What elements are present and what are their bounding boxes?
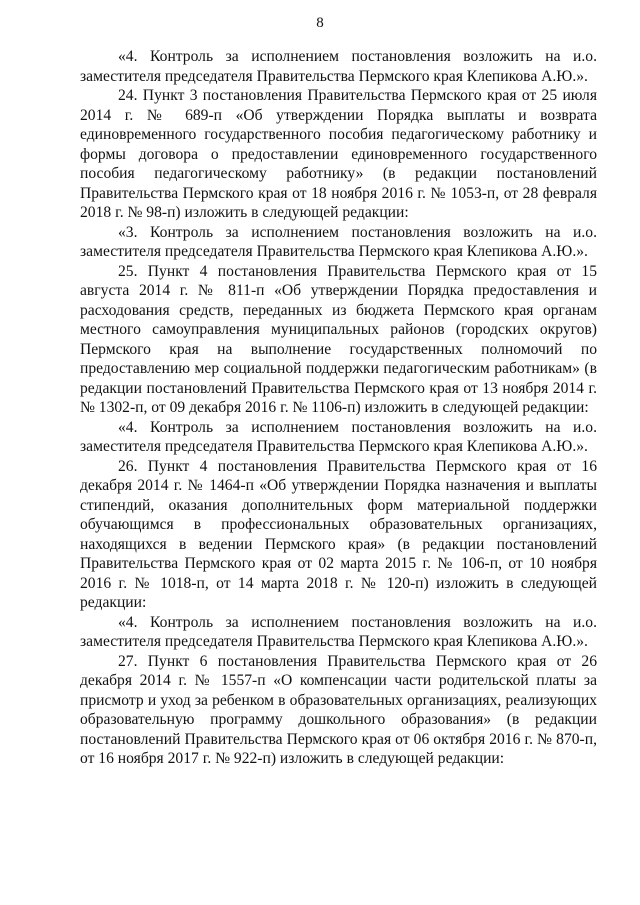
paragraph-item-26: 26. Пункт 4 постановления Правительства Пермского края от 16 декабря 2014 г. № 1464-п «Об утверждении Порядка назначения и выплаты стипендий, оказания дополнительных форм материальной поддержки обучающимся в профессиональных образовательных организациях, находящихся в ведении Пермского края» (в редакции постановлений Правительства Пермского края от 02 марта 2015 г. № 106-п, от 10 ноября 2016 г. № 1018-п, от 14 марта 2018 г. № 120-п) изложить в следующей редакции: bbox=[80, 457, 597, 611]
page-number: 8 bbox=[316, 15, 324, 31]
paragraph-control-clause-4-b: «4. Контроль за исполнением постановления возложить на и.о. заместителя председателя Правительства Пермского края Клепикова А.Ю.». bbox=[80, 418, 597, 455]
paragraph-item-25: 25. Пункт 4 постановления Правительства Пермского края от 15 августа 2014 г. № 811-п «Об утверждении Порядка предоставления и расходования средств, переданных из бюджета Пермского края органам местного самоуправления муниципальных районов (городских округов) Пермского края на выполнение государственных полномочий по предоставлению мер социальной поддержки педагогическим работникам» (в редакции постановлений Правительства Пермского края от 13 ноября 2014 г. № 1302-п, от 09 декабря 2016 г. № 1106-п) изложить в следующей редакции: bbox=[80, 262, 597, 416]
paragraph-control-clause-4: «4. Контроль за исполнением постановления возложить на и.о. заместителя председателя Правительства Пермского края Клепикова А.Ю.». bbox=[80, 48, 597, 85]
paragraph-control-clause-4-c: «4. Контроль за исполнением постановления возложить на и.о. заместителя председателя Правительства Пермского края Клепикова А.Ю.». bbox=[80, 613, 597, 650]
paragraph-item-24: 24. Пункт 3 постановления Правительства Пермского края от 25 июля 2014 г. № 689-п «Об утверждении Порядка выплаты и возврата единовременного государственного пособия педагогическому работнику и формы договора о предоставлении единовременного государственного пособия педагогическому работнику» (в редакции постановлений Правительства Пермского края от 18 ноября 2016 г. № 1053-п, от 28 февраля 2018 г. № 98-п) изложить в следующей редакции: bbox=[80, 87, 597, 221]
paragraph-control-clause-3: «3. Контроль за исполнением постановления возложить на и.о. заместителя председателя Правительства Пермского края Клепикова А.Ю.». bbox=[80, 223, 597, 260]
paragraph-item-27: 27. Пункт 6 постановления Правительства Пермского края от 26 декабря 2014 г. № 1557-п «О компенсации части родительской платы за присмотр и уход за ребенком в образовательных организациях, реализующих образовательную программу дошкольного образования» (в редакции постановлений Правительства Пермского края от 06 октября 2016 г. № 870-п, от 16 ноября 2017 г. № 922-п) изложить в следующей редакции: bbox=[80, 652, 597, 767]
document-body bbox=[80, 47, 597, 769]
